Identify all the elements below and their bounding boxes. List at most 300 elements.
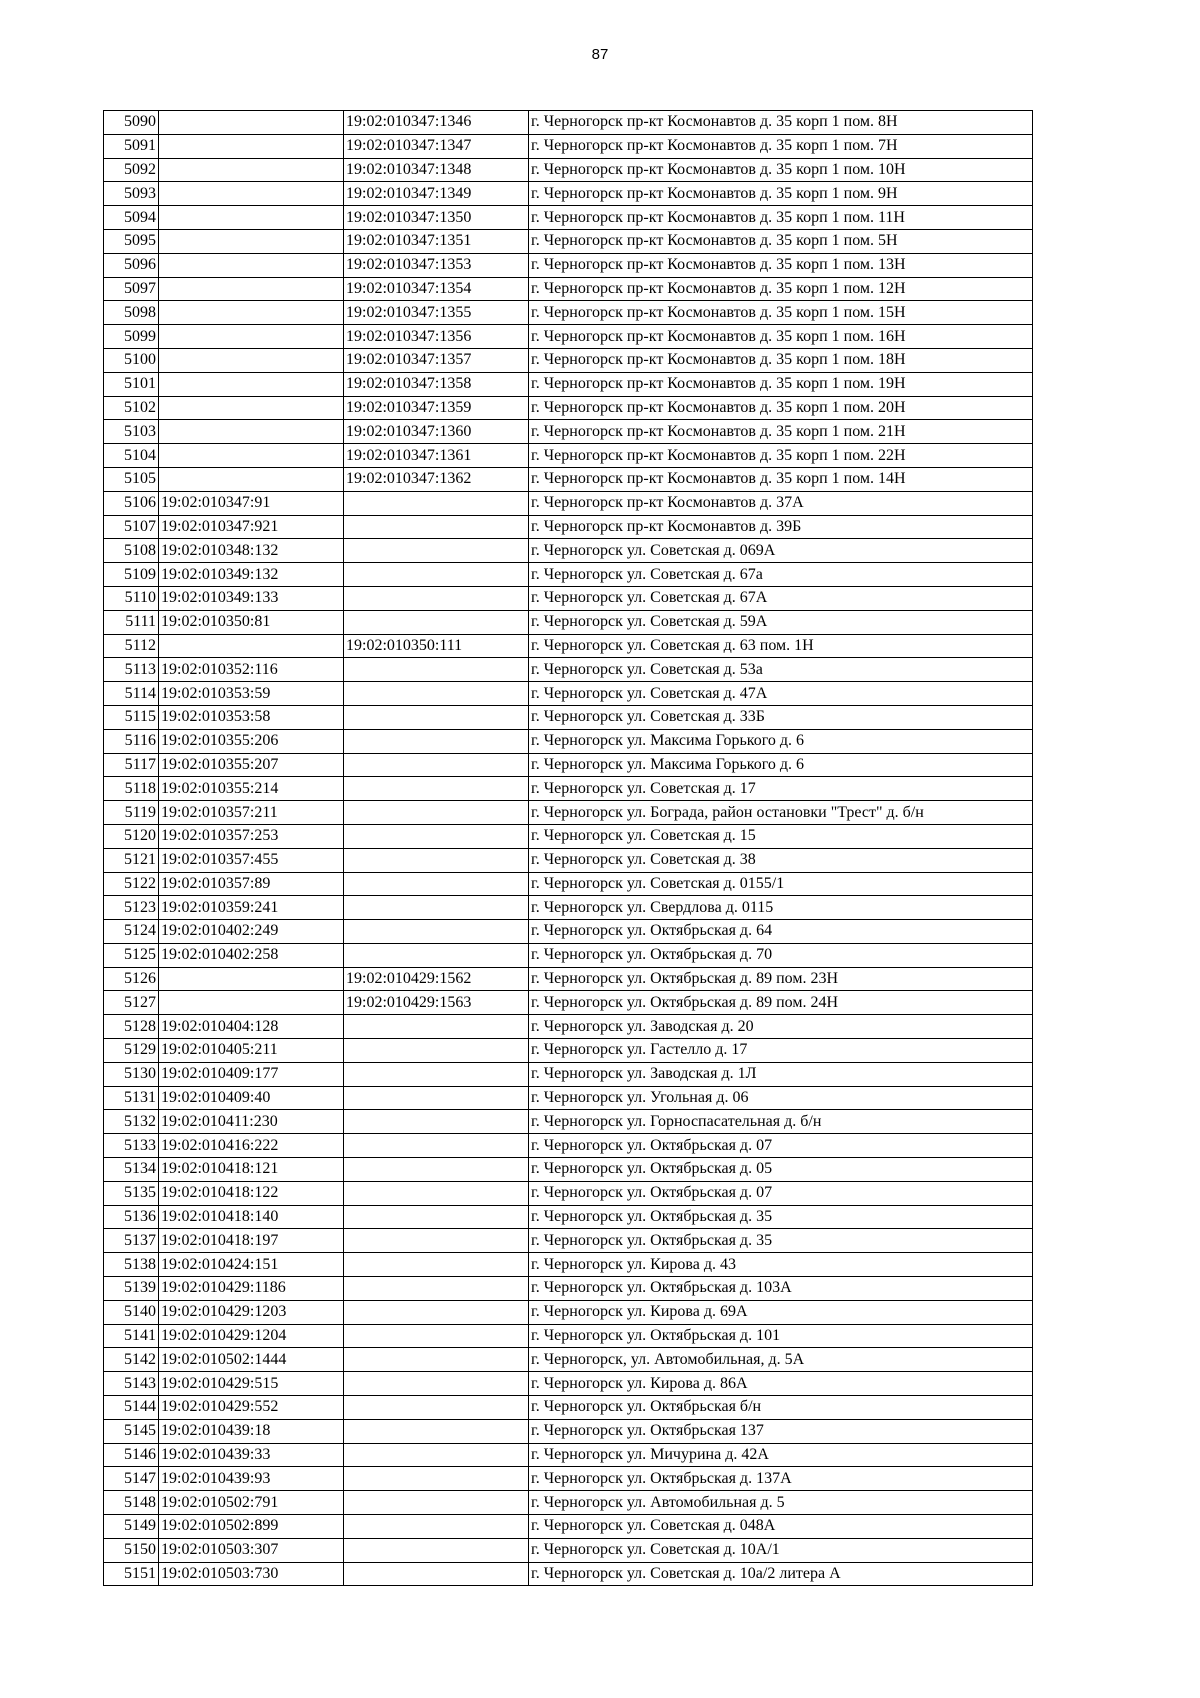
row-number-cell: 5138 <box>104 1253 159 1277</box>
land-cadastral-number-cell: 19:02:010357:455 <box>159 848 344 872</box>
object-cadastral-number-cell <box>344 872 529 896</box>
row-number-cell: 5090 <box>104 111 159 135</box>
row-number-cell: 5114 <box>104 682 159 706</box>
address-cell: г. Черногорск ул. Советская д. 63 пом. 1Н <box>529 634 1033 658</box>
row-number-cell: 5133 <box>104 1134 159 1158</box>
table-row <box>104 848 1033 872</box>
row-number-cell: 5106 <box>104 491 159 515</box>
address-cell: г. Черногорск ул. Кирова д. 69А <box>529 1300 1033 1324</box>
object-cadastral-number-cell <box>344 1253 529 1277</box>
row-number-cell: 5101 <box>104 372 159 396</box>
row-number-cell: 5098 <box>104 301 159 325</box>
object-cadastral-number-cell <box>344 586 529 610</box>
object-cadastral-number-cell: 19:02:010347:1350 <box>344 206 529 230</box>
land-cadastral-number-cell <box>159 991 344 1015</box>
table-row <box>104 206 1033 230</box>
table-row <box>104 420 1033 444</box>
table-row <box>104 182 1033 206</box>
address-cell: г. Черногорск пр-кт Космонавтов д. 35 корп 1 пом. 12Н <box>529 277 1033 301</box>
row-number-cell: 5142 <box>104 1348 159 1372</box>
table-row <box>104 301 1033 325</box>
address-cell: г. Черногорск пр-кт Космонавтов д. 35 корп 1 пом. 15Н <box>529 301 1033 325</box>
object-cadastral-number-cell <box>344 1015 529 1039</box>
object-cadastral-number-cell <box>344 1205 529 1229</box>
table-row <box>104 515 1033 539</box>
row-number-cell: 5108 <box>104 539 159 563</box>
row-number-cell: 5137 <box>104 1229 159 1253</box>
land-cadastral-number-cell <box>159 967 344 991</box>
object-cadastral-number-cell <box>344 1062 529 1086</box>
table-row <box>104 943 1033 967</box>
land-cadastral-number-cell: 19:02:010503:730 <box>159 1562 344 1586</box>
row-number-cell: 5139 <box>104 1277 159 1301</box>
object-cadastral-number-cell <box>344 753 529 777</box>
object-cadastral-number-cell <box>344 848 529 872</box>
object-cadastral-number-cell: 19:02:010347:1357 <box>344 348 529 372</box>
land-cadastral-number-cell: 19:02:010353:59 <box>159 682 344 706</box>
address-cell: г. Черногорск ул. Октябрьская д. 89 пом. 24Н <box>529 991 1033 1015</box>
row-number-cell: 5091 <box>104 134 159 158</box>
table-row <box>104 253 1033 277</box>
row-number-cell: 5107 <box>104 515 159 539</box>
address-cell: г. Черногорск ул. Октябрьская д. 07 <box>529 1134 1033 1158</box>
address-cell: г. Черногорск пр-кт Космонавтов д. 35 корп 1 пом. 21Н <box>529 420 1033 444</box>
table-row <box>104 277 1033 301</box>
table-row <box>104 586 1033 610</box>
land-cadastral-number-cell: 19:02:010402:258 <box>159 943 344 967</box>
row-number-cell: 5105 <box>104 467 159 491</box>
row-number-cell: 5143 <box>104 1372 159 1396</box>
object-cadastral-number-cell <box>344 1324 529 1348</box>
land-cadastral-number-cell: 19:02:010429:552 <box>159 1396 344 1420</box>
address-cell: г. Черногорск пр-кт Космонавтов д. 35 корп 1 пом. 8Н <box>529 111 1033 135</box>
object-cadastral-number-cell: 19:02:010347:1355 <box>344 301 529 325</box>
row-number-cell: 5120 <box>104 824 159 848</box>
land-cadastral-number-cell <box>159 158 344 182</box>
row-number-cell: 5131 <box>104 1086 159 1110</box>
address-cell: г. Черногорск ул. Советская д. 15 <box>529 824 1033 848</box>
address-cell: г. Черногорск ул. Заводская д. 1Л <box>529 1062 1033 1086</box>
table-row <box>104 1538 1033 1562</box>
address-cell: г. Черногорск ул. Октябрьская д. 103А <box>529 1277 1033 1301</box>
table-row <box>104 1419 1033 1443</box>
land-cadastral-number-cell: 19:02:010439:18 <box>159 1419 344 1443</box>
row-number-cell: 5130 <box>104 1062 159 1086</box>
row-number-cell: 5146 <box>104 1443 159 1467</box>
land-cadastral-number-cell: 19:02:010429:515 <box>159 1372 344 1396</box>
object-cadastral-number-cell <box>344 1538 529 1562</box>
land-cadastral-number-cell: 19:02:010350:81 <box>159 610 344 634</box>
object-cadastral-number-cell <box>344 824 529 848</box>
row-number-cell: 5096 <box>104 253 159 277</box>
object-cadastral-number-cell: 19:02:010347:1358 <box>344 372 529 396</box>
land-cadastral-number-cell: 19:02:010349:132 <box>159 563 344 587</box>
row-number-cell: 5092 <box>104 158 159 182</box>
land-cadastral-number-cell: 19:02:010352:116 <box>159 658 344 682</box>
table-row <box>104 491 1033 515</box>
table-row <box>104 1134 1033 1158</box>
registry-table-body <box>104 111 1033 1586</box>
table-row <box>104 1396 1033 1420</box>
land-cadastral-number-cell <box>159 277 344 301</box>
address-cell: г. Черногорск ул. Октябрьская д. 89 пом. 23Н <box>529 967 1033 991</box>
object-cadastral-number-cell <box>344 1134 529 1158</box>
table-row <box>104 229 1033 253</box>
object-cadastral-number-cell <box>344 777 529 801</box>
address-cell: г. Черногорск ул. Советская д. 10а/2 литера А <box>529 1562 1033 1586</box>
address-cell: г. Черногорск пр-кт Космонавтов д. 35 корп 1 пом. 19Н <box>529 372 1033 396</box>
object-cadastral-number-cell <box>344 1110 529 1134</box>
address-cell: г. Черногорск ул. Октябрьская д. 07 <box>529 1181 1033 1205</box>
land-cadastral-number-cell: 19:02:010418:122 <box>159 1181 344 1205</box>
land-cadastral-number-cell: 19:02:010429:1186 <box>159 1277 344 1301</box>
address-cell: г. Черногорск пр-кт Космонавтов д. 35 корп 1 пом. 14Н <box>529 467 1033 491</box>
address-cell: г. Черногорск ул. Советская д. 33Б <box>529 705 1033 729</box>
address-cell: г. Черногорск ул. Кирова д. 43 <box>529 1253 1033 1277</box>
table-row <box>104 1229 1033 1253</box>
table-row <box>104 563 1033 587</box>
object-cadastral-number-cell <box>344 539 529 563</box>
land-cadastral-number-cell: 19:02:010409:177 <box>159 1062 344 1086</box>
table-row <box>104 1300 1033 1324</box>
address-cell: г. Черногорск ул. Октябрьская 137 <box>529 1419 1033 1443</box>
land-cadastral-number-cell: 19:02:010424:151 <box>159 1253 344 1277</box>
land-cadastral-number-cell <box>159 206 344 230</box>
land-cadastral-number-cell: 19:02:010405:211 <box>159 1039 344 1063</box>
table-row <box>104 1277 1033 1301</box>
row-number-cell: 5102 <box>104 396 159 420</box>
land-cadastral-number-cell <box>159 301 344 325</box>
table-row <box>104 1062 1033 1086</box>
object-cadastral-number-cell <box>344 729 529 753</box>
table-row <box>104 1086 1033 1110</box>
table-row <box>104 1110 1033 1134</box>
row-number-cell: 5119 <box>104 801 159 825</box>
land-cadastral-number-cell: 19:02:010357:253 <box>159 824 344 848</box>
row-number-cell: 5127 <box>104 991 159 1015</box>
land-cadastral-number-cell: 19:02:010439:93 <box>159 1467 344 1491</box>
table-row <box>104 372 1033 396</box>
object-cadastral-number-cell <box>344 1348 529 1372</box>
address-cell: г. Черногорск ул. Советская д. 069А <box>529 539 1033 563</box>
row-number-cell: 5149 <box>104 1515 159 1539</box>
table-row <box>104 967 1033 991</box>
row-number-cell: 5135 <box>104 1181 159 1205</box>
address-cell: г. Черногорск ул. Гастелло д. 17 <box>529 1039 1033 1063</box>
object-cadastral-number-cell <box>344 1086 529 1110</box>
object-cadastral-number-cell: 19:02:010347:1354 <box>344 277 529 301</box>
object-cadastral-number-cell <box>344 1277 529 1301</box>
row-number-cell: 5129 <box>104 1039 159 1063</box>
row-number-cell: 5103 <box>104 420 159 444</box>
land-cadastral-number-cell: 19:02:010411:230 <box>159 1110 344 1134</box>
table-row <box>104 325 1033 349</box>
land-cadastral-number-cell <box>159 325 344 349</box>
land-cadastral-number-cell <box>159 634 344 658</box>
address-cell: г. Черногорск пр-кт Космонавтов д. 35 корп 1 пом. 9Н <box>529 182 1033 206</box>
table-row <box>104 348 1033 372</box>
object-cadastral-number-cell: 19:02:010429:1562 <box>344 967 529 991</box>
address-cell: г. Черногорск ул. Октябрьская д. 101 <box>529 1324 1033 1348</box>
land-cadastral-number-cell <box>159 372 344 396</box>
address-cell: г. Черногорск ул. Кирова д. 86А <box>529 1372 1033 1396</box>
land-cadastral-number-cell <box>159 253 344 277</box>
object-cadastral-number-cell <box>344 491 529 515</box>
land-cadastral-number-cell: 19:02:010348:132 <box>159 539 344 563</box>
page-number: 87 <box>591 46 609 63</box>
address-cell: г. Черногорск ул. Автомобильная д. 5 <box>529 1491 1033 1515</box>
object-cadastral-number-cell <box>344 563 529 587</box>
row-number-cell: 5123 <box>104 896 159 920</box>
object-cadastral-number-cell <box>344 1300 529 1324</box>
row-number-cell: 5140 <box>104 1300 159 1324</box>
row-number-cell: 5124 <box>104 920 159 944</box>
address-cell: г. Черногорск ул. Советская д. 048А <box>529 1515 1033 1539</box>
object-cadastral-number-cell <box>344 610 529 634</box>
registry-table <box>103 110 1033 1586</box>
land-cadastral-number-cell: 19:02:010355:214 <box>159 777 344 801</box>
land-cadastral-number-cell: 19:02:010439:33 <box>159 1443 344 1467</box>
address-cell: г. Черногорск пр-кт Космонавтов д. 35 корп 1 пом. 16Н <box>529 325 1033 349</box>
object-cadastral-number-cell <box>344 1039 529 1063</box>
row-number-cell: 5118 <box>104 777 159 801</box>
table-row <box>104 1039 1033 1063</box>
address-cell: г. Черногорск ул. Октябрьская д. 137А <box>529 1467 1033 1491</box>
address-cell: г. Черногорск ул. Угольная д. 06 <box>529 1086 1033 1110</box>
address-cell: г. Черногорск пр-кт Космонавтов д. 35 корп 1 пом. 13Н <box>529 253 1033 277</box>
address-cell: г. Черногорск ул. Советская д. 67а <box>529 563 1033 587</box>
row-number-cell: 5121 <box>104 848 159 872</box>
address-cell: г. Черногорск ул. Октябрьская д. 35 <box>529 1229 1033 1253</box>
address-cell: г. Черногорск ул. Советская д. 0155/1 <box>529 872 1033 896</box>
row-number-cell: 5122 <box>104 872 159 896</box>
land-cadastral-number-cell: 19:02:010502:899 <box>159 1515 344 1539</box>
land-cadastral-number-cell: 19:02:010418:140 <box>159 1205 344 1229</box>
object-cadastral-number-cell <box>344 1372 529 1396</box>
address-cell: г. Черногорск ул. Советская д. 17 <box>529 777 1033 801</box>
table-row <box>104 158 1033 182</box>
table-row <box>104 729 1033 753</box>
table-row <box>104 610 1033 634</box>
land-cadastral-number-cell: 19:02:010357:89 <box>159 872 344 896</box>
table-row <box>104 1158 1033 1182</box>
table-row <box>104 1324 1033 1348</box>
table-row <box>104 134 1033 158</box>
table-row <box>104 1491 1033 1515</box>
address-cell: г. Черногорск ул. Советская д. 53а <box>529 658 1033 682</box>
table-row <box>104 991 1033 1015</box>
address-cell: г. Черногорск ул. Горноспасательная д. б/н <box>529 1110 1033 1134</box>
address-cell: г. Черногорск ул. Октябрьская д. 70 <box>529 943 1033 967</box>
object-cadastral-number-cell <box>344 1158 529 1182</box>
land-cadastral-number-cell: 19:02:010409:40 <box>159 1086 344 1110</box>
land-cadastral-number-cell: 19:02:010402:249 <box>159 920 344 944</box>
address-cell: г. Черногорск пр-кт Космонавтов д. 35 корп 1 пом. 5Н <box>529 229 1033 253</box>
object-cadastral-number-cell <box>344 1491 529 1515</box>
object-cadastral-number-cell: 19:02:010429:1563 <box>344 991 529 1015</box>
address-cell: г. Черногорск ул. Октябрьская д. 35 <box>529 1205 1033 1229</box>
address-cell: г. Черногорск ул. Октябрьская д. 05 <box>529 1158 1033 1182</box>
table-row <box>104 1372 1033 1396</box>
object-cadastral-number-cell: 19:02:010347:1351 <box>344 229 529 253</box>
table-row <box>104 634 1033 658</box>
table-row <box>104 111 1033 135</box>
address-cell: г. Черногорск ул. Советская д. 10А/1 <box>529 1538 1033 1562</box>
row-number-cell: 5136 <box>104 1205 159 1229</box>
table-row <box>104 1515 1033 1539</box>
table-row <box>104 1253 1033 1277</box>
row-number-cell: 5128 <box>104 1015 159 1039</box>
object-cadastral-number-cell: 19:02:010347:1362 <box>344 467 529 491</box>
table-row <box>104 1015 1033 1039</box>
land-cadastral-number-cell <box>159 444 344 468</box>
row-number-cell: 5132 <box>104 1110 159 1134</box>
row-number-cell: 5148 <box>104 1491 159 1515</box>
land-cadastral-number-cell: 19:02:010359:241 <box>159 896 344 920</box>
address-cell: г. Черногорск ул. Октябрьская б/н <box>529 1396 1033 1420</box>
object-cadastral-number-cell <box>344 658 529 682</box>
row-number-cell: 5113 <box>104 658 159 682</box>
land-cadastral-number-cell: 19:02:010416:222 <box>159 1134 344 1158</box>
object-cadastral-number-cell <box>344 705 529 729</box>
address-cell: г. Черногорск ул. Свердлова д. 0115 <box>529 896 1033 920</box>
table-row <box>104 801 1033 825</box>
row-number-cell: 5115 <box>104 705 159 729</box>
land-cadastral-number-cell <box>159 348 344 372</box>
object-cadastral-number-cell <box>344 801 529 825</box>
table-row <box>104 396 1033 420</box>
object-cadastral-number-cell <box>344 1181 529 1205</box>
table-row <box>104 896 1033 920</box>
table-row <box>104 1181 1033 1205</box>
address-cell: г. Черногорск пр-кт Космонавтов д. 35 корп 1 пом. 7Н <box>529 134 1033 158</box>
table-row <box>104 1562 1033 1586</box>
object-cadastral-number-cell: 19:02:010347:1348 <box>344 158 529 182</box>
row-number-cell: 5111 <box>104 610 159 634</box>
land-cadastral-number-cell <box>159 229 344 253</box>
table-row <box>104 1205 1033 1229</box>
object-cadastral-number-cell <box>344 920 529 944</box>
land-cadastral-number-cell: 19:02:010355:207 <box>159 753 344 777</box>
row-number-cell: 5100 <box>104 348 159 372</box>
land-cadastral-number-cell <box>159 396 344 420</box>
address-cell: г. Черногорск ул. Максима Горького д. 6 <box>529 729 1033 753</box>
land-cadastral-number-cell: 19:02:010418:197 <box>159 1229 344 1253</box>
address-cell: г. Черногорск ул. Октябрьская д. 64 <box>529 920 1033 944</box>
address-cell: г. Черногорск ул. Советская д. 38 <box>529 848 1033 872</box>
row-number-cell: 5117 <box>104 753 159 777</box>
row-number-cell: 5099 <box>104 325 159 349</box>
land-cadastral-number-cell: 19:02:010502:791 <box>159 1491 344 1515</box>
row-number-cell: 5112 <box>104 634 159 658</box>
land-cadastral-number-cell: 19:02:010503:307 <box>159 1538 344 1562</box>
object-cadastral-number-cell: 19:02:010350:111 <box>344 634 529 658</box>
object-cadastral-number-cell <box>344 943 529 967</box>
row-number-cell: 5144 <box>104 1396 159 1420</box>
address-cell: г. Черногорск пр-кт Космонавтов д. 35 корп 1 пом. 20Н <box>529 396 1033 420</box>
row-number-cell: 5110 <box>104 586 159 610</box>
row-number-cell: 5141 <box>104 1324 159 1348</box>
address-cell: г. Черногорск пр-кт Космонавтов д. 35 корп 1 пом. 22Н <box>529 444 1033 468</box>
object-cadastral-number-cell <box>344 1443 529 1467</box>
row-number-cell: 5097 <box>104 277 159 301</box>
row-number-cell: 5116 <box>104 729 159 753</box>
table-row <box>104 872 1033 896</box>
object-cadastral-number-cell <box>344 1562 529 1586</box>
object-cadastral-number-cell <box>344 1467 529 1491</box>
table-row <box>104 777 1033 801</box>
address-cell: г. Черногорск ул. Мичурина д. 42А <box>529 1443 1033 1467</box>
table-row <box>104 467 1033 491</box>
table-row <box>104 705 1033 729</box>
table-row <box>104 444 1033 468</box>
land-cadastral-number-cell: 19:02:010355:206 <box>159 729 344 753</box>
object-cadastral-number-cell <box>344 896 529 920</box>
land-cadastral-number-cell: 19:02:010347:921 <box>159 515 344 539</box>
row-number-cell: 5150 <box>104 1538 159 1562</box>
object-cadastral-number-cell <box>344 515 529 539</box>
land-cadastral-number-cell <box>159 420 344 444</box>
row-number-cell: 5134 <box>104 1158 159 1182</box>
table-row <box>104 539 1033 563</box>
address-cell: г. Черногорск пр-кт Космонавтов д. 35 корп 1 пом. 11Н <box>529 206 1033 230</box>
address-cell: г. Черногорск ул. Советская д. 59А <box>529 610 1033 634</box>
land-cadastral-number-cell: 19:02:010404:128 <box>159 1015 344 1039</box>
object-cadastral-number-cell <box>344 1229 529 1253</box>
table-row <box>104 682 1033 706</box>
land-cadastral-number-cell <box>159 467 344 491</box>
object-cadastral-number-cell <box>344 1419 529 1443</box>
address-cell: г. Черногорск пр-кт Космонавтов д. 37А <box>529 491 1033 515</box>
address-cell: г. Черногорск ул. Бограда, район остановки "Трест" д. б/н <box>529 801 1033 825</box>
land-cadastral-number-cell: 19:02:010349:133 <box>159 586 344 610</box>
land-cadastral-number-cell <box>159 182 344 206</box>
row-number-cell: 5151 <box>104 1562 159 1586</box>
land-cadastral-number-cell: 19:02:010357:211 <box>159 801 344 825</box>
object-cadastral-number-cell: 19:02:010347:1353 <box>344 253 529 277</box>
land-cadastral-number-cell <box>159 134 344 158</box>
land-cadastral-number-cell: 19:02:010353:58 <box>159 705 344 729</box>
object-cadastral-number-cell <box>344 1396 529 1420</box>
row-number-cell: 5093 <box>104 182 159 206</box>
table-row <box>104 1348 1033 1372</box>
land-cadastral-number-cell: 19:02:010418:121 <box>159 1158 344 1182</box>
row-number-cell: 5094 <box>104 206 159 230</box>
object-cadastral-number-cell <box>344 682 529 706</box>
row-number-cell: 5126 <box>104 967 159 991</box>
object-cadastral-number-cell: 19:02:010347:1349 <box>344 182 529 206</box>
land-cadastral-number-cell: 19:02:010429:1204 <box>159 1324 344 1348</box>
object-cadastral-number-cell <box>344 1515 529 1539</box>
object-cadastral-number-cell: 19:02:010347:1347 <box>344 134 529 158</box>
address-cell: г. Черногорск ул. Советская д. 67А <box>529 586 1033 610</box>
table-row <box>104 824 1033 848</box>
object-cadastral-number-cell: 19:02:010347:1360 <box>344 420 529 444</box>
row-number-cell: 5145 <box>104 1419 159 1443</box>
address-cell: г. Черногорск пр-кт Космонавтов д. 35 корп 1 пом. 18Н <box>529 348 1033 372</box>
table-row <box>104 658 1033 682</box>
land-cadastral-number-cell: 19:02:010429:1203 <box>159 1300 344 1324</box>
row-number-cell: 5125 <box>104 943 159 967</box>
address-cell: г. Черногорск ул. Советская д. 47А <box>529 682 1033 706</box>
object-cadastral-number-cell: 19:02:010347:1346 <box>344 111 529 135</box>
address-cell: г. Черногорск ул. Заводская д. 20 <box>529 1015 1033 1039</box>
row-number-cell: 5147 <box>104 1467 159 1491</box>
land-cadastral-number-cell <box>159 111 344 135</box>
object-cadastral-number-cell: 19:02:010347:1359 <box>344 396 529 420</box>
land-cadastral-number-cell: 19:02:010502:1444 <box>159 1348 344 1372</box>
address-cell: г. Черногорск пр-кт Космонавтов д. 39Б <box>529 515 1033 539</box>
